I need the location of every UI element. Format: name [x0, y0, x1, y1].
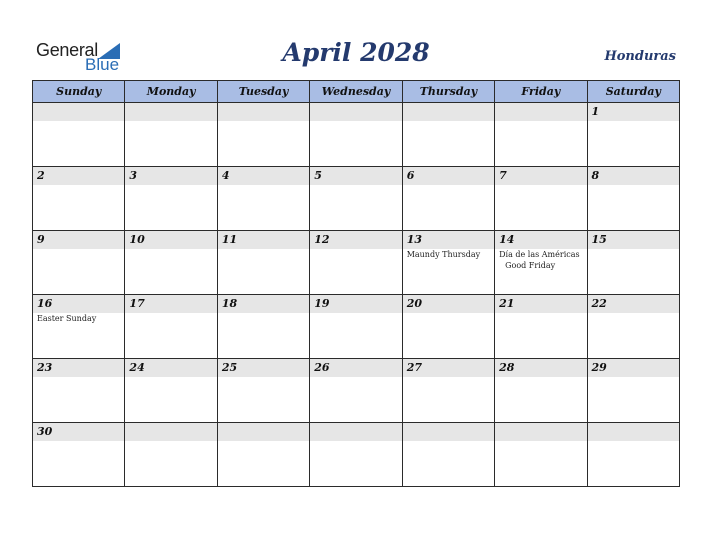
weekday-friday: Friday: [495, 81, 587, 103]
day-cell: [33, 295, 125, 359]
weekday-header-row: [33, 81, 680, 103]
event-easter-sunday: Easter Sunday: [37, 314, 97, 323]
day-cell: [587, 231, 679, 295]
day-bar: [588, 295, 679, 313]
day-cell: [33, 423, 125, 487]
day-bar: [218, 167, 309, 185]
day-number: 7: [499, 169, 507, 182]
day-bar: [33, 103, 124, 121]
day-cell: [495, 423, 587, 487]
day-cell: [310, 359, 402, 423]
day-bar: [588, 423, 679, 441]
day-cell: [402, 359, 494, 423]
day-bar: [33, 295, 124, 313]
day-bar: [403, 103, 494, 121]
day-bar: [125, 103, 216, 121]
day-bar: [495, 359, 586, 377]
day-cell: [33, 231, 125, 295]
calendar-grid: [32, 80, 680, 487]
week-row: [33, 423, 680, 487]
day-bar: [218, 231, 309, 249]
day-bar: [403, 231, 494, 249]
day-cell: [125, 231, 217, 295]
day-bar: [33, 231, 124, 249]
day-bar: [125, 359, 216, 377]
day-cell: [217, 167, 309, 231]
event-good-friday: Good Friday: [505, 261, 556, 270]
day-bar: [403, 295, 494, 313]
day-bar: [588, 359, 679, 377]
day-cell: [217, 103, 309, 167]
day-bar: [403, 359, 494, 377]
day-bar: [125, 167, 216, 185]
day-number: 20: [406, 297, 422, 310]
event-maundy-thursday: Maundy Thursday: [406, 250, 481, 259]
day-number: 27: [406, 361, 422, 374]
day-cell: [125, 295, 217, 359]
day-bar: [588, 167, 679, 185]
day-cell: [125, 167, 217, 231]
day-bar: [495, 231, 586, 249]
day-cell: [125, 359, 217, 423]
day-cell: [217, 231, 309, 295]
day-bar: [310, 359, 401, 377]
day-bar: [33, 423, 124, 441]
day-bar: [125, 295, 216, 313]
day-cell: [217, 423, 309, 487]
day-bar: [125, 423, 216, 441]
day-bar: [218, 423, 309, 441]
weekday-saturday: Saturday: [587, 81, 679, 103]
week-row: [33, 167, 680, 231]
day-number: 30: [37, 425, 53, 438]
day-number: 13: [406, 233, 422, 246]
day-number: 1: [591, 105, 600, 118]
calendar-title: April 2028: [282, 38, 430, 67]
day-cell: [402, 167, 494, 231]
day-cell: [310, 295, 402, 359]
day-bar: [403, 423, 494, 441]
day-number: 12: [314, 233, 330, 246]
day-number: 28: [499, 361, 515, 374]
day-bar: [310, 167, 401, 185]
day-cell: [495, 103, 587, 167]
day-number: 17: [129, 297, 145, 310]
day-number: 19: [314, 297, 330, 310]
day-number: 3: [129, 169, 138, 182]
day-cell: [310, 103, 402, 167]
day-bar: [588, 103, 679, 121]
day-cell: [402, 295, 494, 359]
day-number: 25: [221, 361, 238, 374]
day-cell: [310, 231, 402, 295]
day-bar: [588, 231, 679, 249]
day-number: 4: [221, 169, 230, 182]
day-cell: [217, 359, 309, 423]
day-cell: [495, 167, 587, 231]
day-cell: [495, 231, 587, 295]
day-number: 24: [129, 361, 145, 374]
day-cell: [33, 103, 125, 167]
day-cell: [587, 103, 679, 167]
day-number: 23: [37, 361, 53, 374]
day-cell: [33, 359, 125, 423]
day-number: 15: [591, 233, 607, 246]
week-row: [33, 103, 680, 167]
day-cell: [402, 231, 494, 295]
day-number: 18: [221, 297, 238, 310]
event-dia-de-las-americas: Día de las Américas: [499, 250, 580, 259]
day-bar: [310, 231, 401, 249]
day-bar: [218, 359, 309, 377]
day-number: 6: [406, 169, 415, 182]
day-cell: [587, 423, 679, 487]
day-bar: [310, 423, 401, 441]
day-bar: [495, 295, 586, 313]
day-cell: [125, 423, 217, 487]
day-bar: [310, 103, 401, 121]
week-row: [33, 359, 680, 423]
day-number: 5: [314, 169, 322, 182]
day-number: 11: [221, 233, 238, 246]
weekday-thursday: Thursday: [402, 81, 494, 103]
day-cell: [310, 167, 402, 231]
day-number: 8: [591, 169, 600, 182]
weekday-wednesday: Wednesday: [310, 81, 402, 103]
day-bar: [310, 295, 401, 313]
day-number: 22: [591, 297, 607, 310]
country-label: Honduras: [604, 49, 676, 64]
day-number: 21: [499, 297, 515, 310]
day-number: 14: [499, 233, 515, 246]
day-bar: [125, 231, 216, 249]
day-cell: [587, 295, 679, 359]
day-bar: [33, 359, 124, 377]
day-cell: [402, 103, 494, 167]
day-cell: [217, 295, 309, 359]
day-cell: [587, 359, 679, 423]
week-row: [33, 231, 680, 295]
day-number: 29: [591, 361, 607, 374]
day-cell: [495, 295, 587, 359]
day-cell: [310, 423, 402, 487]
day-bar: [218, 295, 309, 313]
day-bar: [495, 423, 586, 441]
day-cell: [33, 167, 125, 231]
day-bar: [495, 103, 586, 121]
day-bar: [33, 167, 124, 185]
day-bar: [495, 167, 586, 185]
day-number: 26: [314, 361, 330, 374]
day-number: 2: [37, 169, 45, 182]
day-bar: [218, 103, 309, 121]
week-row: [33, 295, 680, 359]
weekday-monday: Monday: [125, 81, 217, 103]
day-cell: [495, 359, 587, 423]
weekday-tuesday: Tuesday: [217, 81, 309, 103]
day-number: 16: [37, 297, 53, 310]
weekday-sunday: Sunday: [33, 81, 125, 103]
day-cell: [587, 167, 679, 231]
day-cell: [125, 103, 217, 167]
day-bar: [403, 167, 494, 185]
logo-blue-text: Blue: [85, 55, 120, 74]
day-cell: [402, 423, 494, 487]
day-number: 9: [37, 233, 45, 246]
day-number: 10: [129, 233, 145, 246]
logo-general-text: General: [36, 40, 98, 60]
